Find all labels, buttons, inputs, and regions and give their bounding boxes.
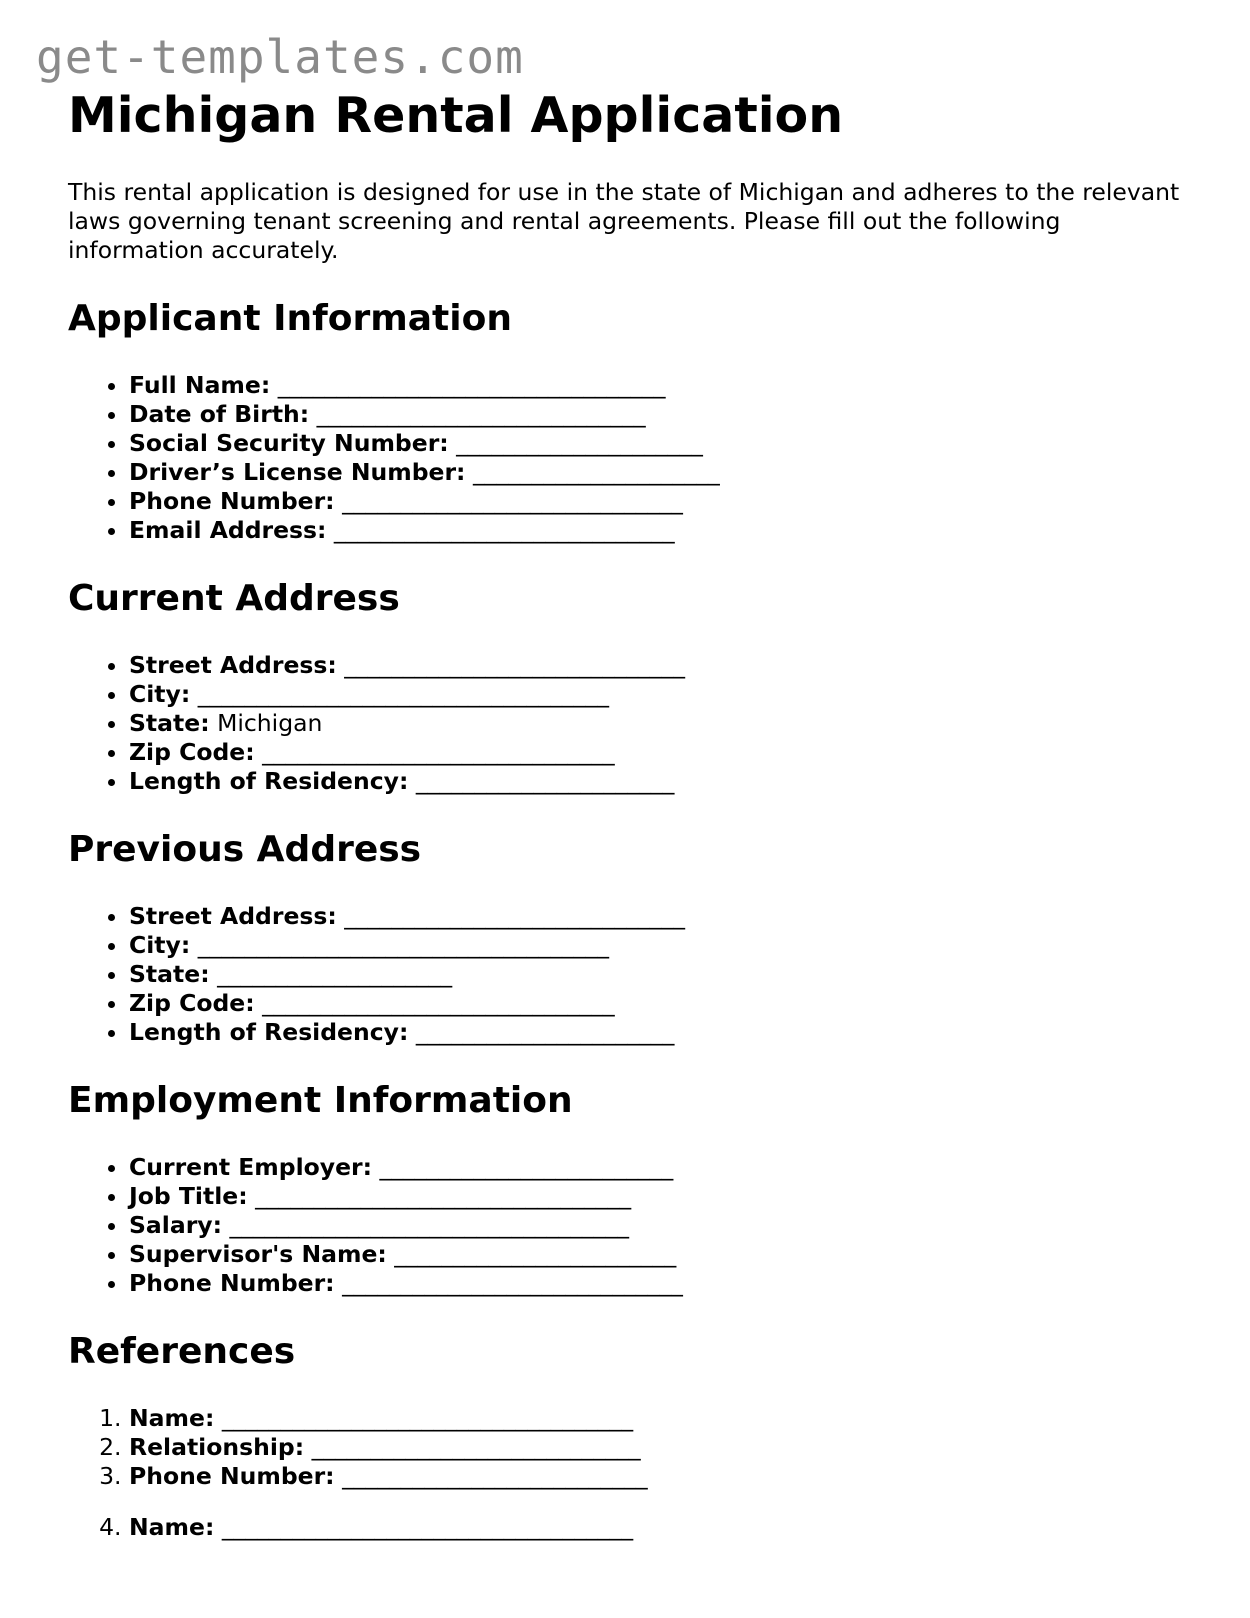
field-blank[interactable]: ___________________________________ [221,1513,634,1541]
field-reference-phone[interactable] [129,1462,1198,1491]
field-blank[interactable]: _____________________________ [344,651,686,679]
field-label: Zip Code: [129,989,255,1017]
watermark: get-templates.com [36,30,524,84]
field-label: Supervisor's Name: [129,1240,387,1268]
field-blank[interactable]: ______________________________ [262,738,615,766]
field-current-employer[interactable] [129,1153,1198,1182]
field-label: Zip Code: [129,738,255,766]
field-phone-number[interactable] [129,487,1198,516]
field-label: Job Title: [129,1182,248,1210]
field-label: Street Address: [129,902,337,930]
field-blank[interactable]: ______________________________ [262,989,615,1017]
field-blank[interactable]: ________________________ [394,1240,677,1268]
field-blank[interactable]: _____________________________ [342,487,683,515]
field-blank[interactable]: __________________________________ [229,1211,629,1239]
page-title: Michigan Rental Application [68,87,844,144]
field-reference-name[interactable] [129,1404,1198,1433]
field-blank[interactable]: ____________________________ [316,400,646,428]
field-length-of-residency[interactable] [129,767,1198,796]
field-label: Relationship: [129,1433,305,1461]
field-street-address[interactable] [129,651,1198,680]
field-length-of-residency[interactable] [129,1018,1198,1047]
field-label: Email Address: [129,516,327,544]
field-blank[interactable]: ___________________________________ [197,931,609,959]
field-state [129,709,1198,738]
field-blank[interactable]: ___________________________________ [221,1404,634,1432]
field-label: State: [129,709,210,737]
field-label: Length of Residency: [129,1018,409,1046]
field-state[interactable] [129,960,1198,989]
field-full-name[interactable] [129,371,1198,400]
field-label: Full Name: [129,371,271,399]
employment-field-list [68,1153,1198,1298]
applicant-field-list [68,371,1198,545]
field-label: Driver’s License Number: [129,458,466,486]
section-heading-references: References [68,1331,296,1372]
intro-paragraph: This rental application is designed for use in the state of Michigan and adheres to the relevant laws governing tenant screening and rental agreements. Please fill out the following information accurately. [68,178,1180,264]
field-value: Michigan [209,709,323,737]
field-salary[interactable] [129,1211,1198,1240]
field-blank[interactable]: _____________________________ [344,902,686,930]
field-blank[interactable]: _____________________ [456,429,703,457]
section-heading-employment: Employment Information [68,1080,573,1121]
field-label: Name: [129,1513,215,1541]
field-drivers-license[interactable] [129,458,1198,487]
field-city[interactable] [129,680,1198,709]
field-blank[interactable]: _____________________ [472,458,720,486]
references-field-list [68,1404,1198,1542]
section-heading-current-address: Current Address [68,578,400,619]
field-label: State: [129,960,210,988]
field-blank[interactable]: _____________________________ [333,516,675,544]
document-page [68,86,1198,1542]
field-label: Phone Number: [129,1462,335,1490]
field-label: Social Security Number: [129,429,449,457]
field-blank[interactable]: ____________________ [217,960,453,988]
previous-address-field-list [68,902,1198,1047]
field-label: Street Address: [129,651,337,679]
field-label: Length of Residency: [129,767,409,795]
field-label: Date of Birth: [129,400,310,428]
field-blank[interactable]: _________________________ [379,1153,674,1181]
field-city[interactable] [129,931,1198,960]
field-blank[interactable]: _____________________________ [342,1269,683,1297]
field-phone-number[interactable] [129,1269,1198,1298]
field-ssn[interactable] [129,429,1198,458]
field-email-address[interactable] [129,516,1198,545]
field-reference-relationship[interactable] [129,1433,1198,1462]
field-zip-code[interactable] [129,989,1198,1018]
field-blank[interactable]: ______________________ [415,1018,675,1046]
field-street-address[interactable] [129,902,1198,931]
section-heading-previous-address: Previous Address [68,829,422,870]
field-date-of-birth[interactable] [129,400,1198,429]
field-job-title[interactable] [129,1182,1198,1211]
field-reference-name[interactable] [129,1513,1198,1542]
section-heading-applicant: Applicant Information [68,298,512,339]
field-blank[interactable]: __________________________ [342,1462,648,1490]
field-blank[interactable]: ______________________ [415,767,675,795]
field-supervisor-name[interactable] [129,1240,1198,1269]
field-label: City: [129,680,191,708]
current-address-field-list [68,651,1198,796]
field-blank[interactable]: ____________________________ [311,1433,641,1461]
field-blank[interactable]: ___________________________________ [197,680,609,708]
field-label: Name: [129,1404,215,1432]
field-label: Current Employer: [129,1153,373,1181]
field-zip-code[interactable] [129,738,1198,767]
field-blank[interactable]: _________________________________ [277,371,666,399]
field-label: Phone Number: [129,1269,335,1297]
field-label: City: [129,931,191,959]
field-label: Salary: [129,1211,223,1239]
field-blank[interactable]: ________________________________ [255,1182,632,1210]
field-label: Phone Number: [129,487,335,515]
